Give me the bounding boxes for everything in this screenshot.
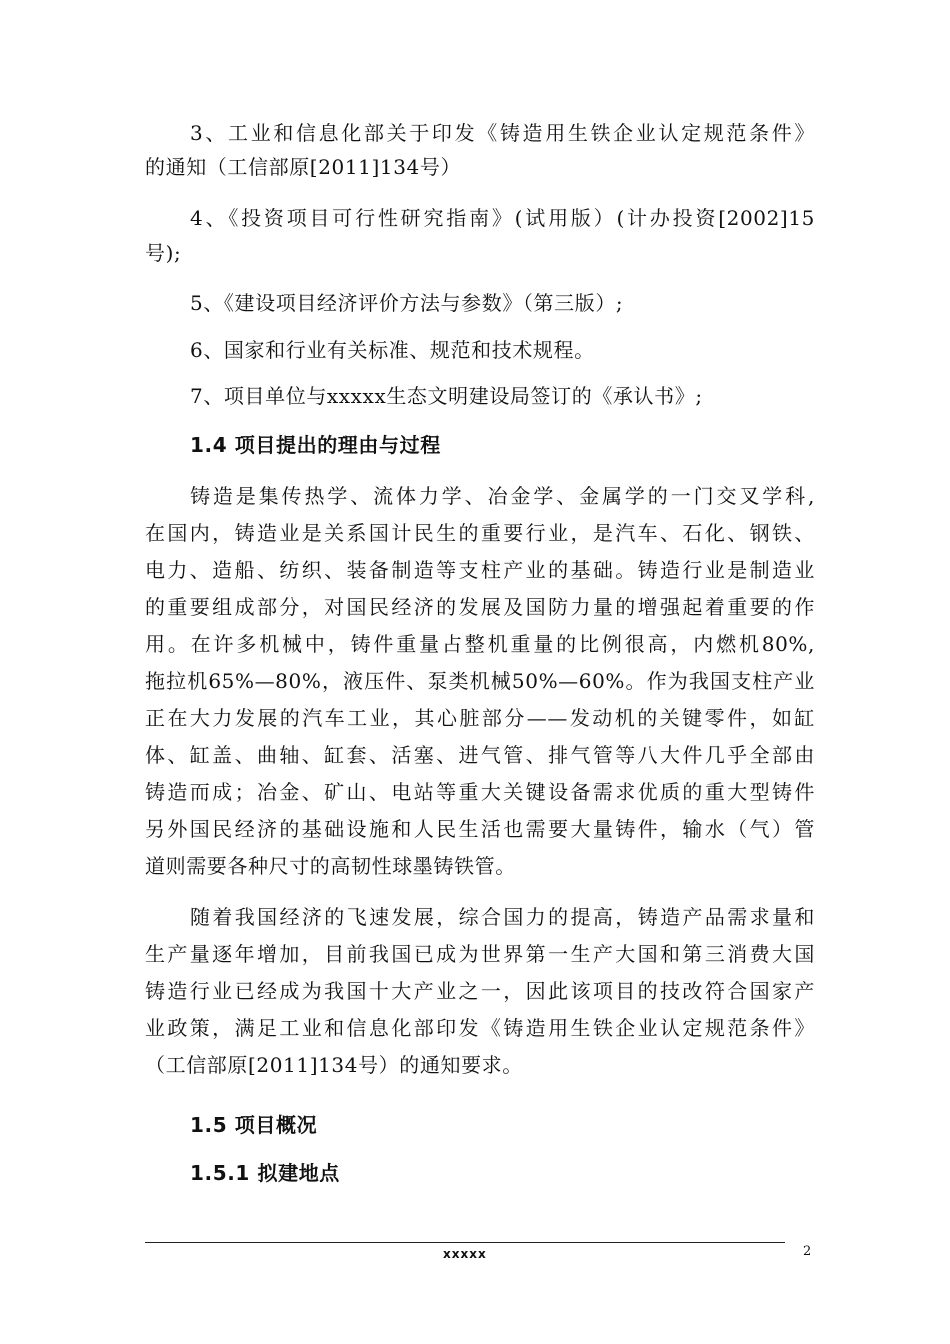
- footer-label: xxxxx: [443, 1247, 487, 1261]
- reference-item-3-line-2: 的通知（工信部原[2011]134号）: [145, 155, 462, 179]
- reference-item-7: 7、项目单位与xxxxx生态文明建设局签订的《承认书》;: [190, 384, 703, 408]
- paragraph-1-line: 的重要组成部分，对国民经济的发展及国防力量的增强起着重要的作: [145, 595, 815, 619]
- paragraph-1-line: 另外国民经济的基础设施和人民生活也需要大量铸件，输水（气）管: [145, 817, 815, 841]
- paragraph-1-line: 拖拉机65%—80%，液压件、泵类机械50%—60%。作为我国支柱产业: [145, 669, 815, 693]
- paragraph-1-line: 正在大力发展的汽车工业，其心脏部分——发动机的关键零件，如缸: [145, 706, 815, 730]
- paragraph-1-line: 道则需要各种尺寸的高韧性球墨铸铁管。: [145, 854, 516, 878]
- section-heading-1-5: 1.5 项目概况: [190, 1113, 318, 1137]
- paragraph-1-line: 在国内，铸造业是关系国计民生的重要行业，是汽车、石化、钢铁、: [145, 521, 815, 545]
- reference-item-5: 5、《建设项目经济评价方法与参数》（第三版）;: [190, 291, 624, 315]
- page-number: 2: [803, 1244, 812, 1259]
- paragraph-1-line: 用。在许多机械中，铸件重量占整机重量的比例很高，内燃机80%,: [145, 632, 815, 656]
- paragraph-1-line: 铸造是集传热学、流体力学、冶金学、金属学的一门交叉学科,: [190, 484, 815, 508]
- reference-item-4-line-1: 4、《投资项目可行性研究指南》(试用版）(计办投资[2002]15: [190, 206, 815, 230]
- paragraph-2-line: 生产量逐年增加，目前我国已成为世界第一生产大国和第三消费大国: [145, 942, 815, 966]
- subsection-heading-1-5-1: 1.5.1 拟建地点: [190, 1161, 340, 1185]
- paragraph-2-line: （工信部原[2011]134号）的通知要求。: [145, 1053, 523, 1077]
- footer-divider: [145, 1242, 785, 1243]
- reference-item-4-line-2: 号);: [145, 241, 182, 265]
- reference-item-3-line-1: 3、工业和信息化部关于印发《铸造用生铁企业认定规范条件》: [190, 121, 815, 145]
- paragraph-1-line: 铸造而成；冶金、矿山、电站等重大关键设备需求优质的重大型铸件: [145, 780, 815, 804]
- paragraph-1-line: 电力、造船、纺织、装备制造等支柱产业的基础。铸造行业是制造业: [145, 558, 815, 582]
- paragraph-2-line: 铸造行业已经成为我国十大产业之一，因此该项目的技改符合国家产: [145, 979, 815, 1003]
- reference-item-6: 6、国家和行业有关标准、规范和技术规程。: [190, 338, 595, 362]
- paragraph-2-line: 业政策，满足工业和信息化部印发《铸造用生铁企业认定规范条件》: [145, 1016, 815, 1040]
- section-heading-1-4: 1.4 项目提出的理由与过程: [190, 433, 441, 457]
- paragraph-2-line: 随着我国经济的飞速发展，综合国力的提高，铸造产品需求量和: [190, 905, 815, 929]
- paragraph-1-line: 体、缸盖、曲轴、缸套、活塞、进气管、排气管等八大件几乎全部由: [145, 743, 815, 767]
